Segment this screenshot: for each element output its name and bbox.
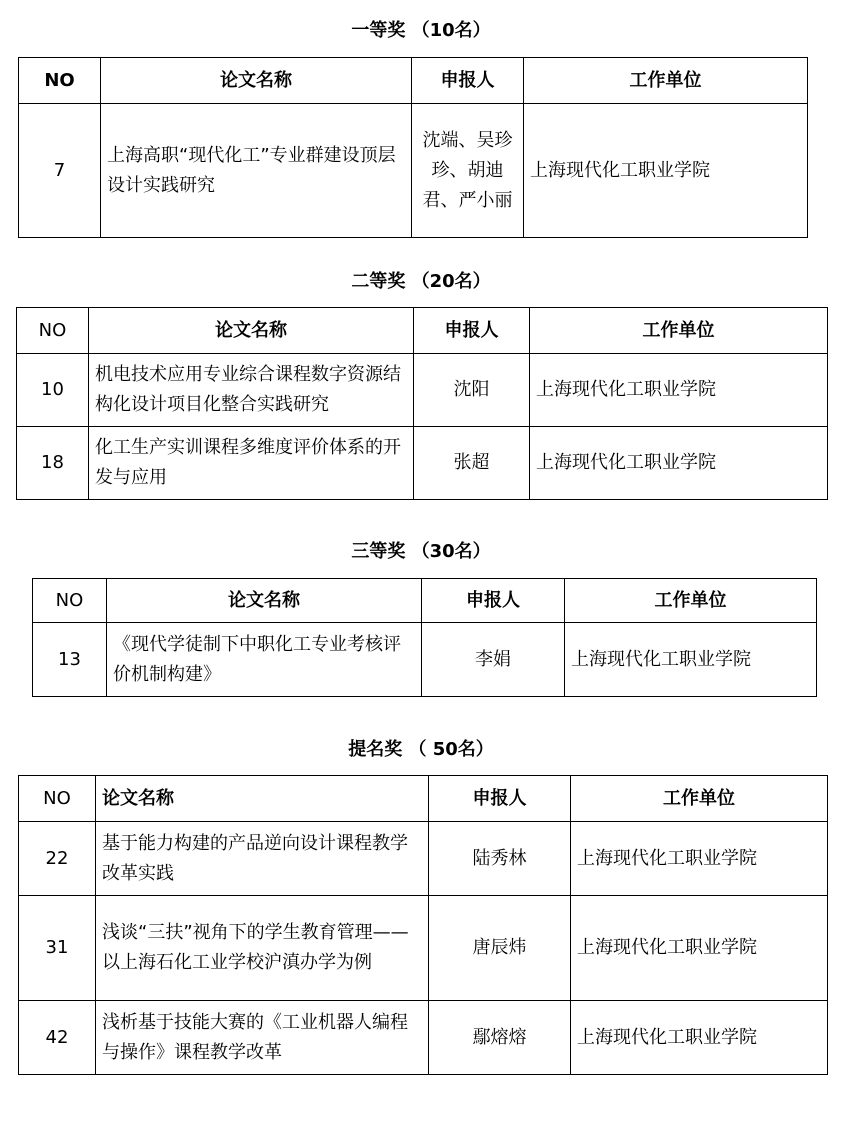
table-row bbox=[17, 354, 828, 427]
second-prize-table bbox=[16, 307, 828, 500]
cell-applicant: 鄢熔熔 bbox=[429, 1001, 571, 1075]
header-applicant: 申报人 bbox=[414, 308, 530, 354]
table-header-row bbox=[19, 776, 828, 822]
header-unit: 工作单位 bbox=[571, 776, 828, 822]
section-title-first-prize: 一等奖 （10名） bbox=[351, 20, 491, 41]
cell-title: 机电技术应用专业综合课程数字资源结构化设计项目化整合实践研究 bbox=[89, 354, 414, 427]
table-row bbox=[19, 896, 828, 1001]
table-row bbox=[19, 104, 808, 238]
header-title: 论文名称 bbox=[96, 776, 429, 822]
cell-unit: 上海现代化工职业学院 bbox=[530, 354, 828, 427]
table-header-row bbox=[33, 579, 817, 623]
cell-applicant: 陆秀林 bbox=[429, 822, 571, 896]
cell-unit: 上海现代化工职业学院 bbox=[571, 1001, 828, 1075]
table-row bbox=[33, 623, 817, 697]
header-no: NO bbox=[19, 58, 101, 104]
cell-no: 18 bbox=[17, 427, 89, 500]
header-title: 论文名称 bbox=[89, 308, 414, 354]
cell-title: 浅析基于技能大赛的《工业机器人编程与操作》课程教学改革 bbox=[96, 1001, 429, 1075]
cell-title: 浅谈“三扶”视角下的学生教育管理——以上海石化工业学校沪滇办学为例 bbox=[96, 896, 429, 1001]
section-title-third-prize: 三等奖 （30名） bbox=[351, 541, 491, 562]
cell-no: 7 bbox=[19, 104, 101, 238]
header-no: NO bbox=[33, 579, 107, 623]
table-row bbox=[17, 427, 828, 500]
section-title-second-prize: 二等奖 （20名） bbox=[351, 271, 491, 292]
cell-applicant: 张超 bbox=[414, 427, 530, 500]
cell-no: 42 bbox=[19, 1001, 96, 1075]
cell-unit: 上海现代化工职业学院 bbox=[571, 896, 828, 1001]
cell-unit: 上海现代化工职业学院 bbox=[565, 623, 817, 697]
cell-no: 31 bbox=[19, 896, 96, 1001]
cell-unit: 上海现代化工职业学院 bbox=[524, 104, 808, 238]
header-title: 论文名称 bbox=[107, 579, 422, 623]
cell-no: 13 bbox=[33, 623, 107, 697]
third-prize-table bbox=[32, 578, 817, 697]
cell-applicant: 沈阳 bbox=[414, 354, 530, 427]
first-prize-table bbox=[18, 57, 808, 238]
section-title-nomination: 提名奖 （ 50名） bbox=[348, 739, 494, 760]
cell-title: 上海高职“现代化工”专业群建设顶层设计实践研究 bbox=[101, 104, 412, 238]
cell-no: 22 bbox=[19, 822, 96, 896]
header-applicant: 申报人 bbox=[412, 58, 524, 104]
cell-title: 基于能力构建的产品逆向设计课程教学改革实践 bbox=[96, 822, 429, 896]
cell-title: 《现代学徒制下中职化工专业考核评价机制构建》 bbox=[107, 623, 422, 697]
table-header-row bbox=[17, 308, 828, 354]
nomination-table bbox=[18, 775, 828, 1075]
header-applicant: 申报人 bbox=[429, 776, 571, 822]
table-header-row bbox=[19, 58, 808, 104]
cell-title: 化工生产实训课程多维度评价体系的开发与应用 bbox=[89, 427, 414, 500]
cell-applicant: 沈端、吴珍珍、胡迪君、严小丽 bbox=[412, 104, 524, 238]
table-row bbox=[19, 1001, 828, 1075]
header-unit: 工作单位 bbox=[524, 58, 808, 104]
header-unit: 工作单位 bbox=[565, 579, 817, 623]
header-no: NO bbox=[17, 308, 89, 354]
cell-no: 10 bbox=[17, 354, 89, 427]
header-no: NO bbox=[19, 776, 96, 822]
cell-unit: 上海现代化工职业学院 bbox=[530, 427, 828, 500]
cell-applicant: 李娟 bbox=[422, 623, 565, 697]
header-title: 论文名称 bbox=[101, 58, 412, 104]
table-row bbox=[19, 822, 828, 896]
header-unit: 工作单位 bbox=[530, 308, 828, 354]
cell-unit: 上海现代化工职业学院 bbox=[571, 822, 828, 896]
cell-applicant: 唐辰炜 bbox=[429, 896, 571, 1001]
header-applicant: 申报人 bbox=[422, 579, 565, 623]
